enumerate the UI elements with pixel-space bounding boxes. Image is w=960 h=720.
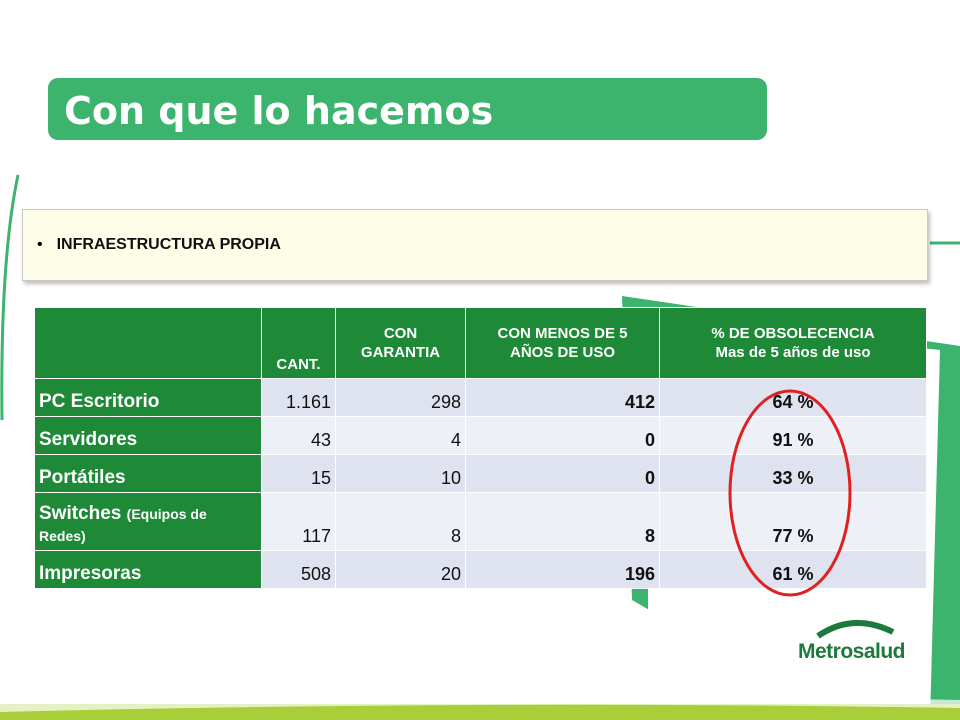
bullet-dot-icon: • (37, 236, 43, 253)
table-row (35, 493, 927, 551)
cell-garantia: 10 (336, 455, 466, 493)
row-label-note: (Equipos de Redes) (39, 506, 207, 544)
cell-obsolescencia: 91 % (660, 417, 927, 455)
cell-menos5: 0 (466, 417, 660, 455)
title-bar (48, 78, 767, 140)
table-row (35, 417, 927, 455)
row-label: Switches (Equipos de Redes) (35, 493, 262, 551)
table-row (35, 455, 927, 493)
cell-cant: 15 (262, 455, 336, 493)
header-menos5-line2: AÑOS DE USO (509, 344, 615, 361)
cell-garantia: 20 (336, 551, 466, 589)
row-label: PC Escritorio (35, 379, 262, 417)
row-label: Portátiles (35, 455, 262, 493)
header-cant: CANT. (262, 308, 336, 379)
row-label: Servidores (35, 417, 262, 455)
cell-obsolescencia: 33 % (660, 455, 927, 493)
cell-garantia: 298 (336, 379, 466, 417)
cell-cant: 43 (262, 417, 336, 455)
header-blank (35, 308, 262, 379)
metrosalud-logo (798, 618, 930, 678)
cell-menos5: 0 (466, 455, 660, 493)
logo-swoosh-icon (798, 618, 930, 642)
logo-text: Metrosalud (798, 640, 906, 663)
cell-menos5: 196 (466, 551, 660, 589)
cell-menos5: 412 (466, 379, 660, 417)
row-label: Impresoras (35, 551, 262, 589)
cell-cant: 508 (262, 551, 336, 589)
header-garantia (336, 308, 466, 379)
header-garantia-line1: CON (383, 325, 418, 342)
cell-garantia: 8 (336, 493, 466, 551)
cell-obsolescencia: 61 % (660, 551, 927, 589)
header-obs-line2: Mas de 5 años de uso (715, 344, 871, 361)
bullet-text: INFRAESTRUCTURA PROPIA (56, 236, 281, 253)
table-row (35, 379, 927, 417)
cell-cant: 117 (262, 493, 336, 551)
header-garantia-line2: GARANTIA (360, 344, 441, 361)
cell-garantia: 4 (336, 417, 466, 455)
cell-menos5: 8 (466, 493, 660, 551)
header-menos5 (466, 308, 660, 379)
inventory-table (34, 307, 927, 589)
table-row (35, 551, 927, 589)
header-obsolescencia (660, 308, 927, 379)
cell-cant: 1.161 (262, 379, 336, 417)
page-title: Con que lo hacemos (64, 89, 494, 133)
bullet-box (22, 209, 928, 281)
header-menos5-line1: CON MENOS DE 5 (497, 325, 628, 342)
cell-obsolescencia: 64 % (660, 379, 927, 417)
table-header-row (35, 308, 927, 379)
header-obs-line1: % DE OBSOLECENCIA (711, 325, 875, 342)
left-curve-line (2, 175, 18, 420)
cell-obsolescencia: 77 % (660, 493, 927, 551)
